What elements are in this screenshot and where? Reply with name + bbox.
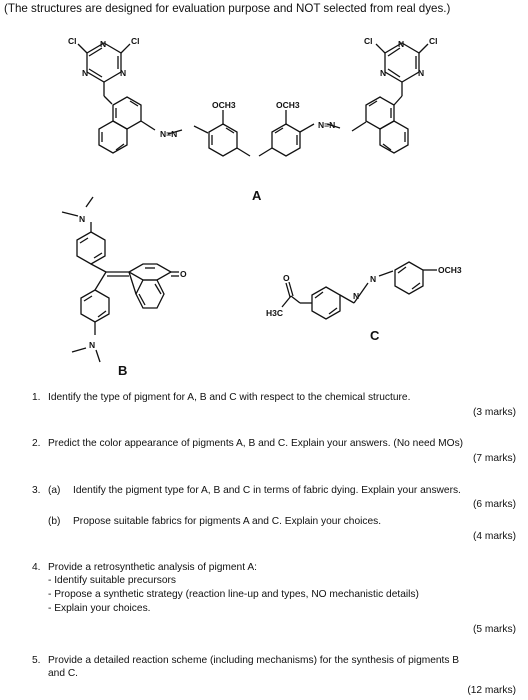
atom-n: N (370, 274, 377, 284)
methoxy-label: OCH3 (276, 100, 300, 110)
atom-cl: Cl (364, 36, 373, 46)
question-text-continued: and C. (48, 668, 79, 679)
atom-n: N (79, 214, 86, 224)
atom-cl: Cl (429, 36, 438, 46)
caption-a: A (252, 188, 262, 203)
question-number: 1. (32, 392, 41, 403)
bullet-item: - Explain your choices. (48, 603, 151, 614)
bullet-item: - Propose a synthetic strategy (reaction line-up and types, NO mechanistic details) (48, 589, 419, 600)
question-text: Predict the color appearance of pigments A, B and C. Explain your answers. (No need MOs) (48, 438, 464, 449)
azo-label-right: N=N (318, 120, 336, 130)
atom-n: N (120, 68, 127, 78)
atom-cl: Cl (131, 36, 140, 46)
question-marks: (5 marks) (472, 624, 516, 635)
header-note: (The structures are designed for evaluation purpose and NOT selected from real dyes.) (4, 2, 451, 15)
atom-o: O (283, 273, 290, 283)
caption-c: C (370, 328, 380, 343)
question-text: Provide a retrosynthetic analysis of pigment A: (48, 562, 257, 573)
atom-n: N (89, 340, 96, 350)
question-text: Provide a detailed reaction scheme (including mechanisms) for the synthesis of pigments B (48, 655, 460, 666)
question-number: 5. (32, 655, 41, 666)
atom-o: O (180, 269, 187, 279)
question-text: Propose suitable fabrics for pigments A and C. Explain your choices. (73, 516, 382, 527)
question-marks: (3 marks) (472, 407, 516, 418)
methoxy-label: OCH3 (438, 265, 462, 275)
question-text: Identify the pigment type for A, B and C in terms of fabric dying. Explain your answers. (73, 485, 461, 496)
atom-cl: Cl (68, 36, 77, 46)
azo-label-left: N=N (160, 129, 178, 139)
atom-n: N (418, 68, 425, 78)
methoxy-label: OCH3 (212, 100, 236, 110)
methyl-label: H3C (266, 308, 284, 318)
question-number: 4. (32, 562, 41, 573)
question-number: 3. (32, 485, 41, 496)
question-number: 2. (32, 438, 41, 449)
question-marks: (6 marks) (472, 499, 516, 510)
atom-n: N (398, 39, 405, 49)
question-marks: (7 marks) (472, 453, 516, 464)
atom-n: N (380, 68, 387, 78)
question-text: Identify the type of pigment for A, B and C with respect to the chemical structure. (48, 392, 411, 403)
subquestion-label: (a) (48, 485, 61, 496)
subquestion-label: (b) (48, 516, 61, 527)
question-marks: (4 marks) (472, 531, 516, 542)
atom-n: N (100, 39, 107, 49)
question-marks: (12 marks) (467, 685, 516, 696)
bullet-item: - Identify suitable precursors (48, 575, 176, 586)
atom-n: N (353, 291, 360, 301)
caption-b: B (118, 363, 128, 378)
atom-n: N (82, 68, 89, 78)
